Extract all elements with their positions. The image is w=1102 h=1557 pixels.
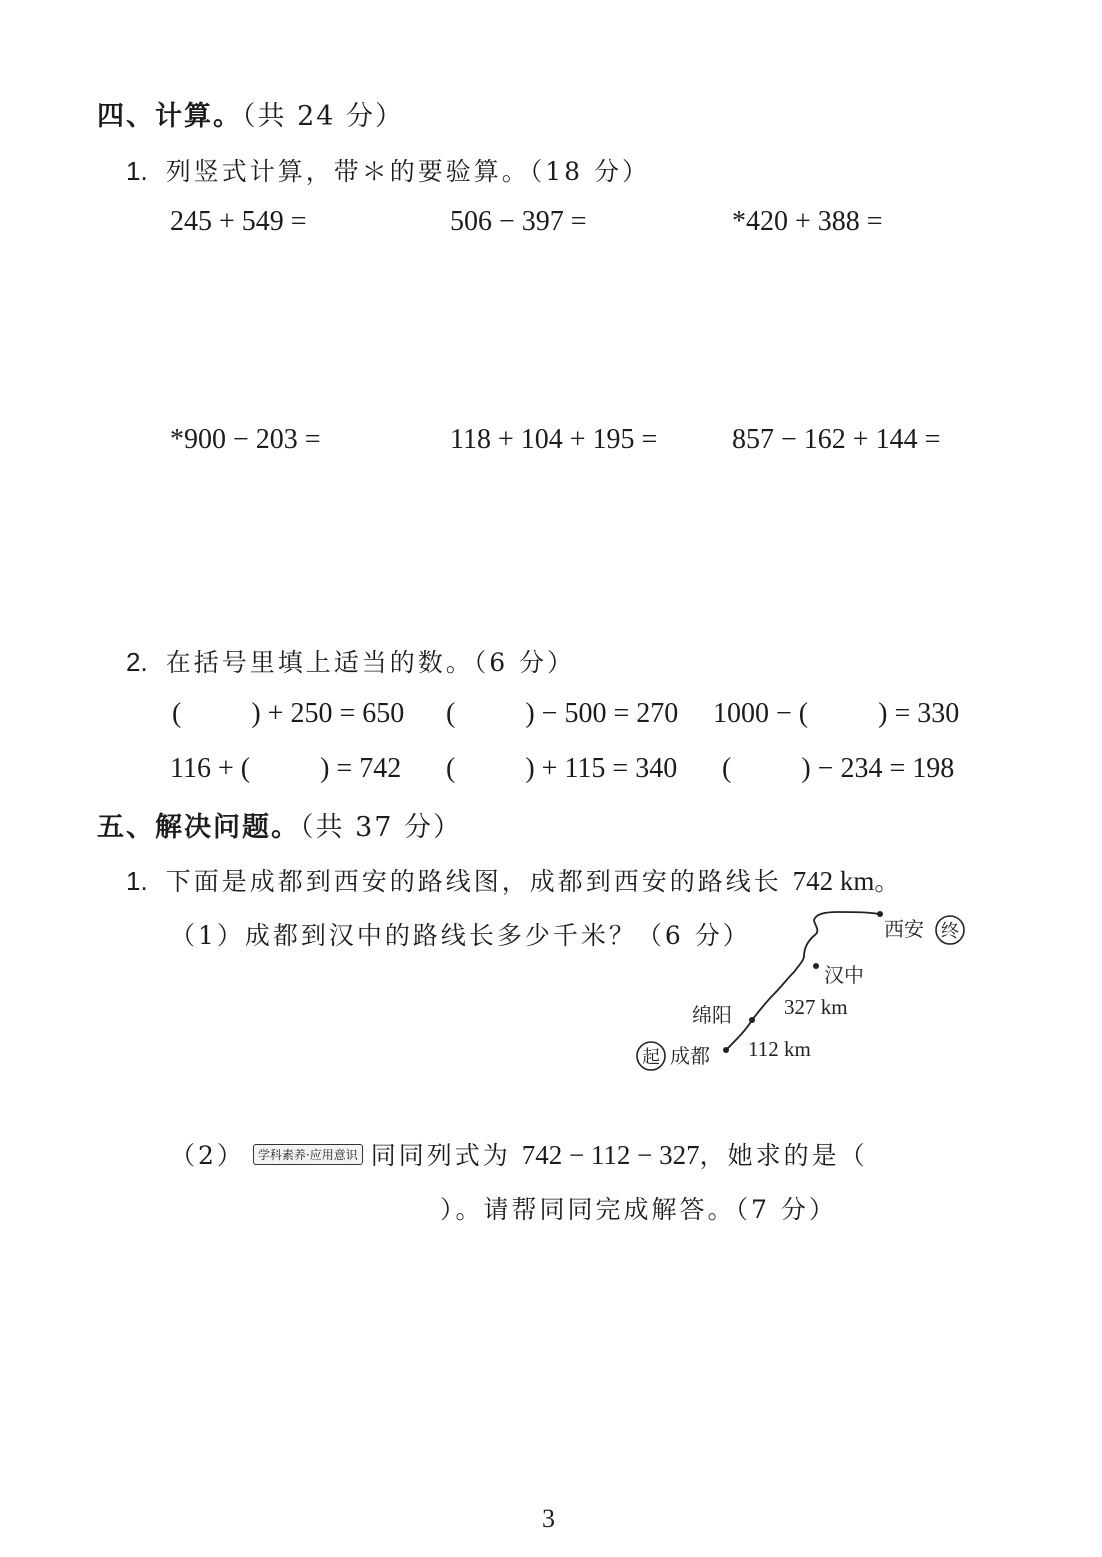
start-mark: 起 [642, 1047, 660, 1068]
xian-dot [877, 911, 883, 917]
distance-1: 112 km [748, 1037, 811, 1061]
xian-label: 西安 [884, 917, 924, 941]
question-4-2 [126, 643, 575, 679]
chengdu-dot [723, 1047, 729, 1053]
expression-4: *900 − 203 = [170, 424, 321, 455]
sub-question-2-line-2: ）。请帮同同完成解答。（7 分） [440, 1195, 837, 1224]
question-number: 2. [126, 647, 148, 677]
fill-blank-3: 1000 − ( ) = 330 [713, 698, 960, 729]
end-mark: 终 [941, 921, 959, 942]
sub-question-2-text-end: ，她求的是（ [699, 1141, 868, 1170]
question-text: 下面是成都到西安的路线图，成都到西安的路线长 [165, 867, 793, 896]
question-4-1 [126, 152, 650, 188]
route-length: 742 km [792, 866, 875, 896]
expression-6: 857 − 162 + 144 = [732, 424, 941, 455]
section-5-points: （共 37 分） [300, 812, 463, 843]
question-text: 在括号里填上适当的数。（6 分） [165, 648, 576, 677]
question-number: 1. [126, 866, 148, 896]
sub-question-2-number: （2） [170, 1141, 245, 1170]
distance-2: 327 km [784, 995, 848, 1019]
fill-blank-6: ( ) − 234 = 198 [722, 753, 955, 784]
expression-2: 506 − 397 = [450, 206, 587, 237]
fill-blank-1: ( ) + 250 = 650 [172, 698, 405, 729]
fill-blank-2: ( ) − 500 = 270 [446, 698, 679, 729]
section-5-title: 五、解决问题。 [97, 812, 300, 843]
page-number: 3 [542, 1504, 555, 1533]
route-map [628, 906, 978, 1078]
question-text-end: 。 [874, 867, 903, 896]
section-4-heading [97, 94, 404, 133]
section-4-points: （共 24 分） [242, 101, 405, 132]
sub-question-1: （1）成都到汉中的路线长多少千米？（6 分） [170, 921, 751, 950]
fill-blank-4: 116 + ( ) = 742 [170, 753, 402, 784]
literacy-tag: 学科素养·应用意识 [253, 1144, 363, 1165]
mianyang-dot [749, 1017, 755, 1023]
fill-blank-5: ( ) + 115 = 340 [446, 753, 678, 784]
question-number: 1. [126, 156, 148, 186]
expression-5: 118 + 104 + 195 = [450, 424, 658, 455]
mianyang-label: 绵阳 [692, 1003, 732, 1027]
expression-1: 245 + 549 = [170, 206, 307, 237]
sub-question-2-text: 同同列式为 [370, 1141, 522, 1170]
sub-question-2-formula: 742 − 112 − 327 [521, 1140, 700, 1170]
section-4-title: 四、计算。 [97, 101, 242, 132]
expression-3: *420 + 388 = [732, 206, 883, 237]
section-5-heading [97, 805, 462, 844]
sub-question-2 [170, 1136, 868, 1172]
question-text: 列竖式计算，带＊的要验算。（18 分） [165, 157, 650, 186]
hanzhong-dot [813, 963, 819, 969]
chengdu-label: 成都 [670, 1044, 710, 1068]
question-5-1 [126, 862, 902, 898]
hanzhong-label: 汉中 [824, 963, 864, 987]
